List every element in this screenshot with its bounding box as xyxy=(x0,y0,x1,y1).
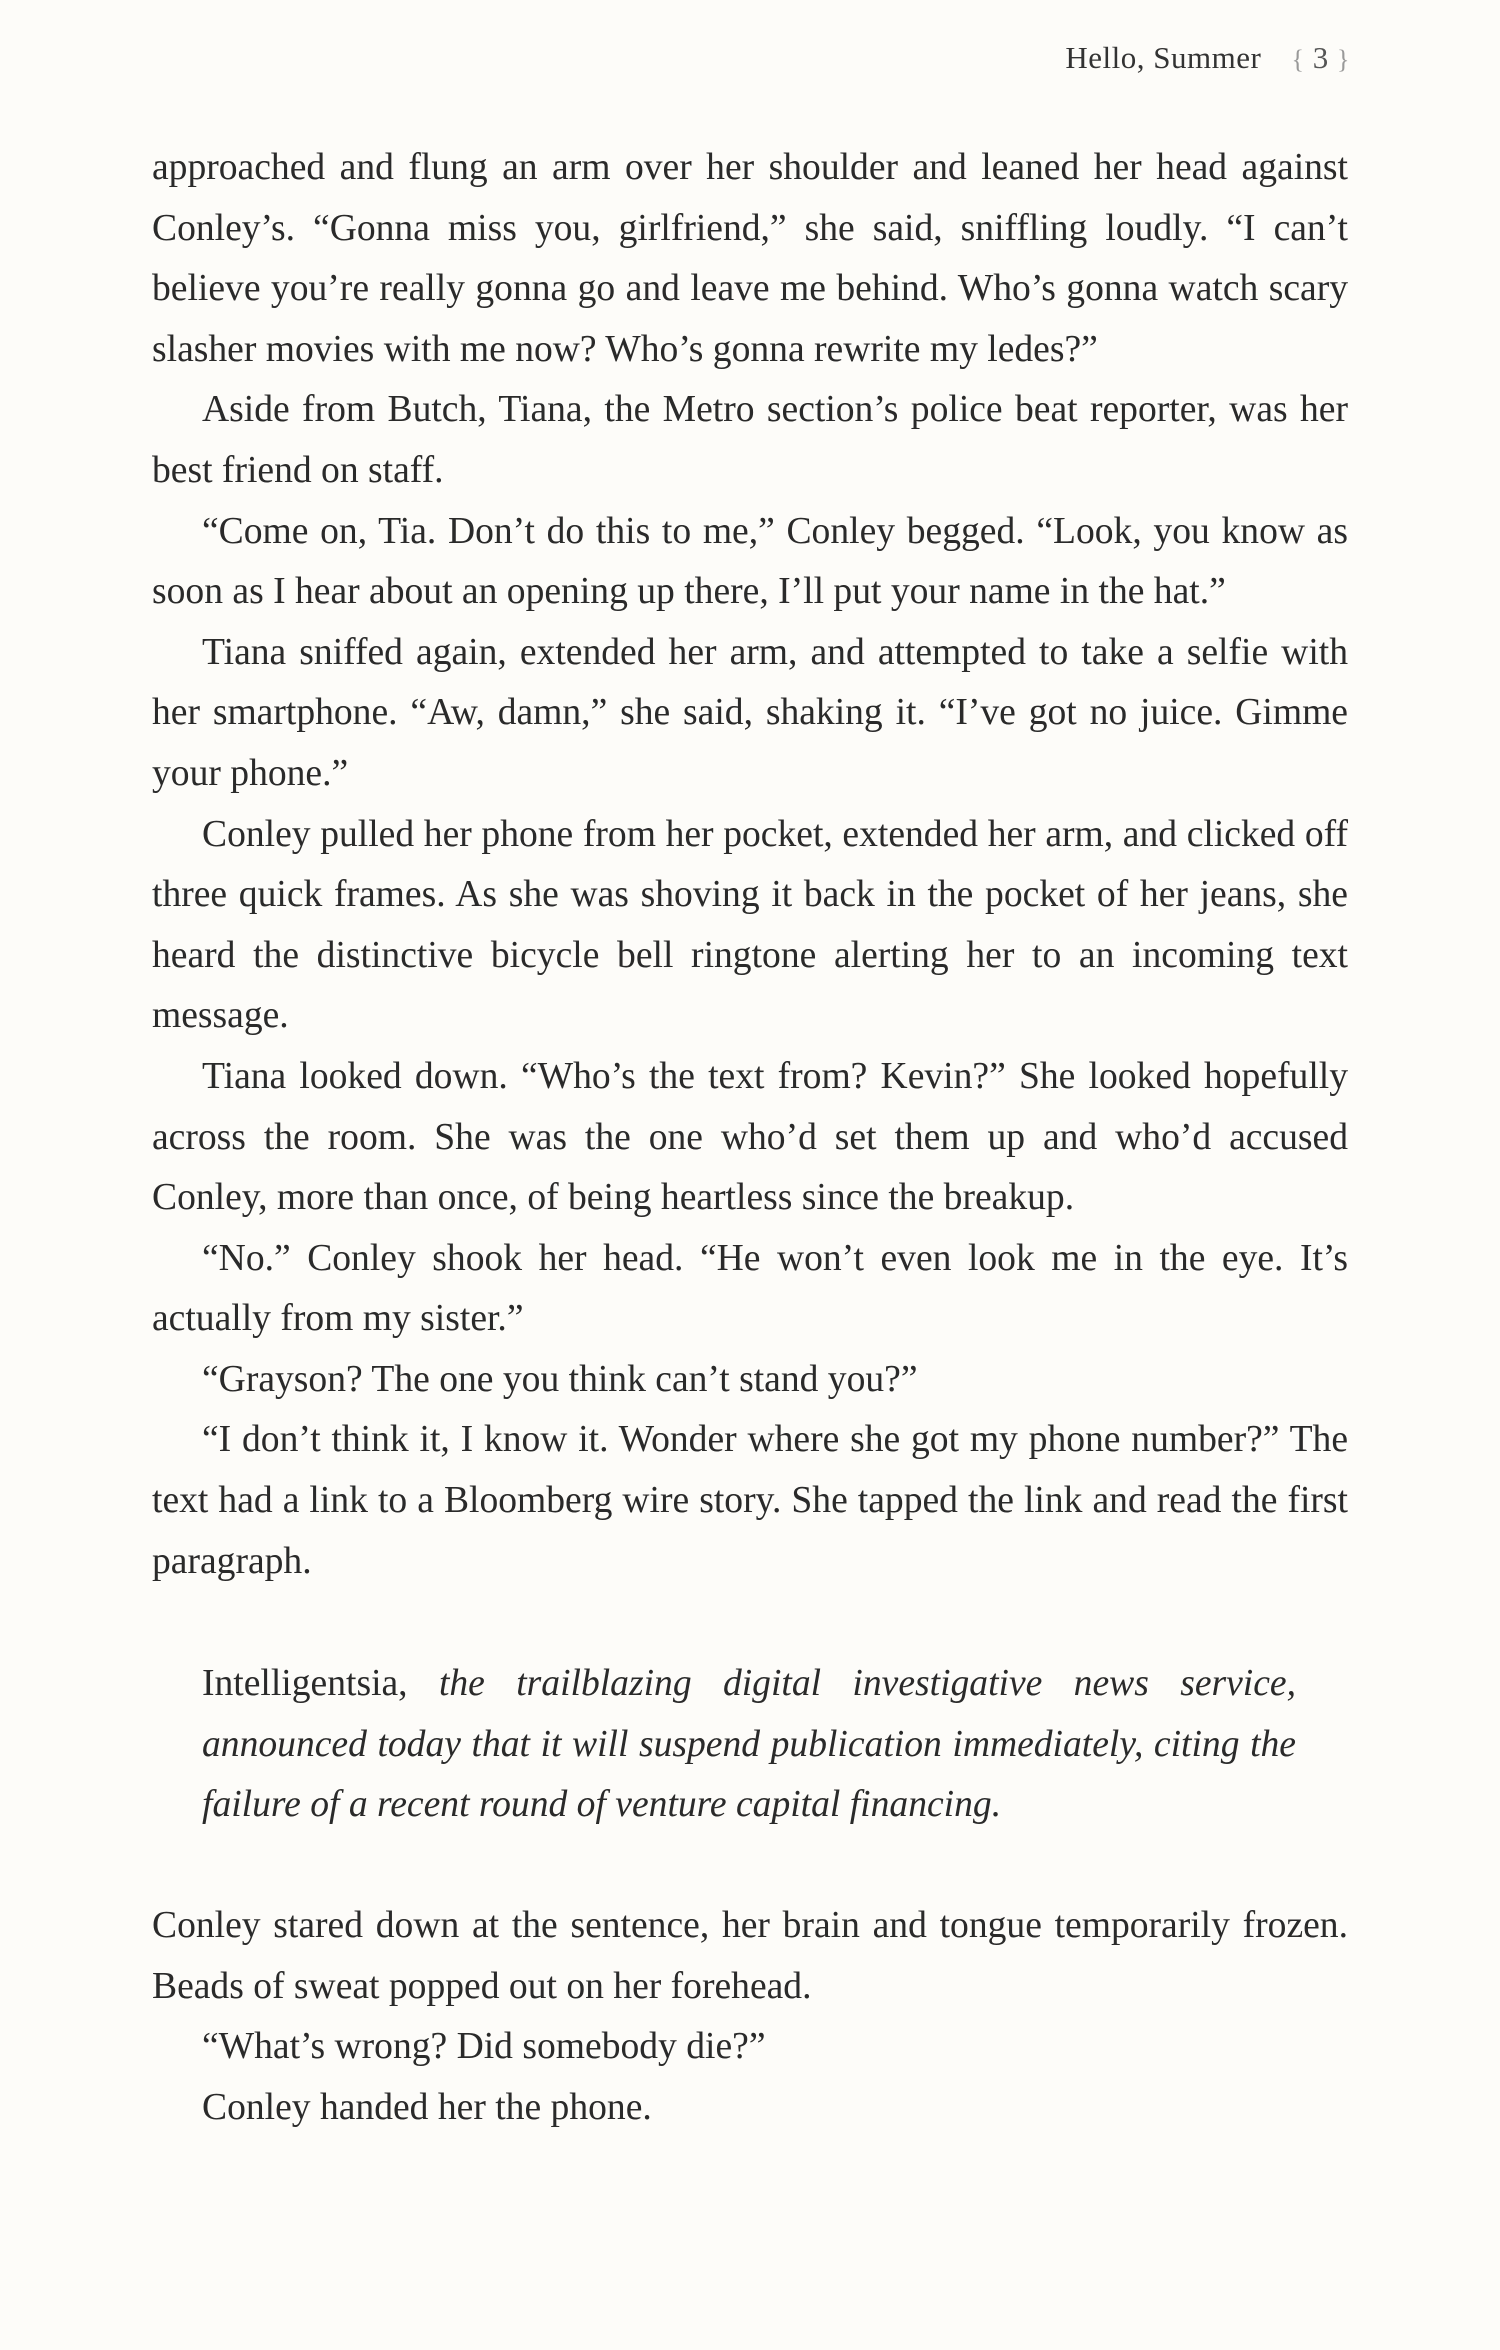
page-number-bracket-left: { xyxy=(1291,45,1305,74)
paragraph: “No.” Conley shook her head. “He won’t even look me in the eye. It’s actually from my sister.” xyxy=(152,1237,1348,1340)
page-number-bracket-right: } xyxy=(1337,45,1350,74)
paragraph: Conley handed her the phone. xyxy=(202,2086,652,2128)
paragraph: approached and flung an arm over her shoulder and leaned her head against Conley’s. “Gonna miss you, girlfriend,” she said, sniffling loudly. “I can’t believe you’re really gonna go and leave me behind. Who’s gonna watch scary slasher movies with me now? Who’s gonna rewrite my ledes?” xyxy=(152,147,1348,370)
paragraph: “I don’t think it, I know it. Wonder where she got my phone number?” The text had a link to a Bloomberg wire story. She tapped the link and read the first paragraph. xyxy=(152,1419,1348,1582)
page-number-value: 3 xyxy=(1312,40,1329,75)
paragraph: “Come on, Tia. Don’t do this to me,” Conley begged. “Look, you know as soon as I hear about an opening up there, I’ll put your name in the hat.” xyxy=(152,510,1348,613)
paragraph: Conley stared down at the sentence, her brain and tongue temporarily frozen. Beads of sweat popped out on her forehead. xyxy=(152,1905,1348,2007)
running-head xyxy=(1065,40,1350,76)
paragraph: Tiana looked down. “Who’s the text from? Kevin?” She looked hopefully across the room. She was the one who’d set them up and who’d accused Conley, more than once, of being heartless since the breakup. xyxy=(152,1055,1348,1219)
running-title: Hello, Summer xyxy=(1065,40,1262,75)
body-text xyxy=(152,138,1348,2138)
paragraph: Aside from Butch, Tiana, the Metro section’s police beat reporter, was her best friend on staff. xyxy=(152,389,1348,491)
page-number xyxy=(1292,40,1350,75)
paragraph: “What’s wrong? Did somebody die?” xyxy=(202,2026,766,2068)
paragraph: Tiana sniffed again, extended her arm, and attempted to take a selfie with her smartphone. “Aw, damn,” she said, shaking it. “I’ve got no juice. Gimme your phone.” xyxy=(152,631,1348,794)
extract-roman: Intelligentsia, xyxy=(202,1663,408,1705)
extract-italic: the trailblazing digital investigative news service, announced today that it will suspend publication immediately, citing the failure of a recent round of venture capital financing. xyxy=(202,1663,1296,1826)
quoted-extract xyxy=(202,1654,1296,1836)
paragraph: “Grayson? The one you think can’t stand you?” xyxy=(202,1358,918,1400)
paragraph: Conley pulled her phone from her pocket, extended her arm, and clicked off three quick frames. As she was shoving it back in the pocket of her jeans, she heard the distinctive bicycle bell ringtone alerting her to an incoming text message. xyxy=(152,813,1348,1037)
